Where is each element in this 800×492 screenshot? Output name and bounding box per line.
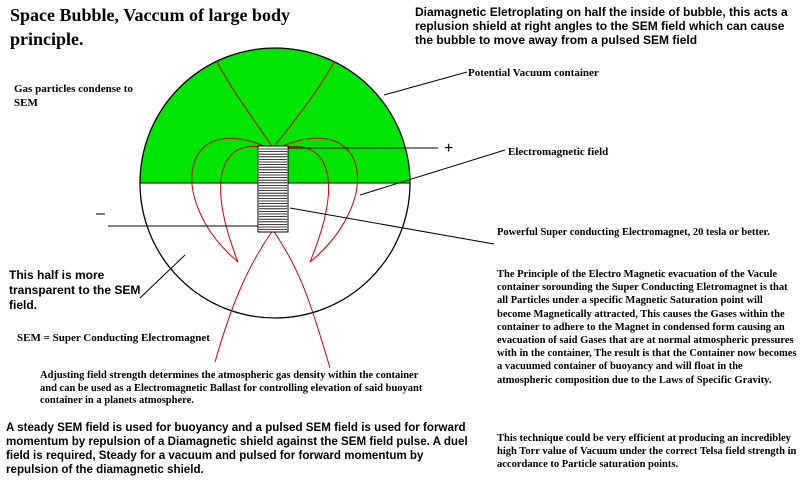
gas-particles-label: Gas particles condense to SEM: [14, 83, 133, 109]
diagram-title: Space Bubble, Vaccum of large body principle.: [10, 5, 291, 49]
sem-definition: SEM = Super Conducting Electromagnet: [17, 332, 210, 344]
ballast-paragraph: Adjusting field strength determines the atmospheric gas density within the container and can be used as a Electromagnetic Ballast for controlling elevation of said buoyant container in a planets atmosphere.: [40, 370, 423, 406]
positive-terminal-label: +: [444, 140, 454, 157]
vacuum-container-label: Potential Vacuum container: [468, 67, 599, 79]
diamagnetic-note: Diamagnetic Eletroplating on half the inside of bubble, this acts a replusion shield at right angles to the SEM field which can cause the bubble to move away from a pulsed SEM field: [415, 5, 788, 47]
negative-terminal-label: –: [96, 205, 105, 222]
em-field-label: Electromagnetic field: [508, 146, 609, 158]
field-usage-paragraph: A steady SEM field is used for buoyancy and a pulsed SEM field is used for forward momentum by repulsion of a Diamagnetic shield against the SEM field pulse. A duel field is required, Steady for a vacuum and pulsed for forward momentum by repulsion of the diamagnetic shield.: [6, 421, 468, 476]
electromagnet-label: Powerful Super conducting Electromagnet, 20 tesla or better.: [497, 227, 770, 238]
principle-paragraph: The Principle of the Electro Magnetic evacuation of the Vacule container sorounding the Super Conducting Eletromagnet is that all Particles under a specific Magnetic Saturation point will become Magnetically attracted, This causes the Gases within the container to adhere to the Magnet in condensed form causing an evacuation of said Gases that are at normal atmospheric pressures with in the container, The result is that the Container now becomes a vacuumed container of buoyancy and will float in the atmospheric composition due to the Laws of Specific Gravity.: [497, 269, 797, 386]
transparent-half-label: This half is more transparent to the SEM field.: [9, 268, 141, 312]
technique-paragraph: This technique could be very efficient at producing an incredibley high Torr value of Vacuum under the correct Telsa field strength in accordance to Particle saturation points.: [497, 433, 797, 470]
superconducting-electromagnet: [258, 146, 288, 232]
